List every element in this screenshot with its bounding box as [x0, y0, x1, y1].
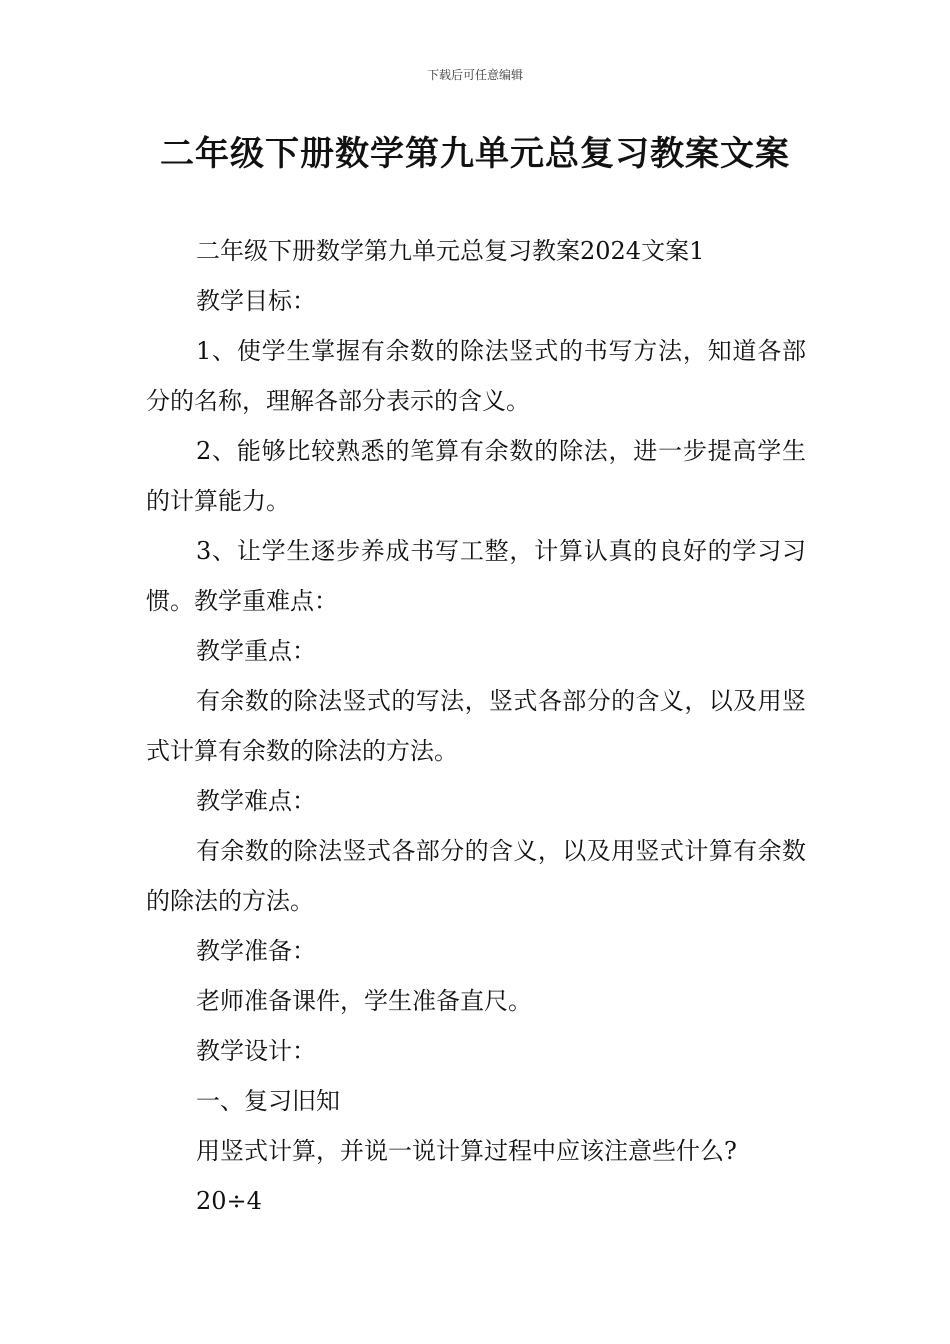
paragraph: 教学重点： [196, 637, 316, 665]
paragraph: 用竖式计算，并说一说计算过程中应该注意些什么? [196, 1137, 737, 1165]
document-title: 二年级下册数学第九单元总复习教案文案 [160, 134, 790, 174]
paragraph: 有余数的除法竖式各部分的含义，以及用竖式计算有余数的除法的方法。 [146, 837, 806, 915]
paragraph: 2、能够比较熟悉的笔算有余数的除法，进一步提高学生的计算能力。 [146, 437, 806, 515]
paragraph: 教学难点： [196, 787, 316, 815]
paragraph: 有余数的除法竖式的写法，竖式各部分的含义，以及用竖式计算有余数的除法的方法。 [146, 687, 806, 765]
paragraph: 二年级下册数学第九单元总复习教案2024文案1 [196, 237, 705, 265]
paragraph: 教学目标： [196, 287, 316, 315]
paragraph: 1、使学生掌握有余数的除法竖式的书写方法，知道各部分的名称，理解各部分表示的含义。 [146, 337, 806, 415]
paragraph: 3、让学生逐步养成书写工整，计算认真的良好的学习习惯。教学重难点： [146, 537, 806, 615]
paragraph: 教学设计： [196, 1037, 316, 1065]
page-header-note: 下载后可任意编辑 [426, 68, 523, 82]
paragraph: 老师准备课件，学生准备直尺。 [196, 987, 532, 1015]
paragraph: 20÷4 [196, 1187, 262, 1215]
paragraph: 一、复习旧知 [196, 1087, 340, 1115]
document-body [146, 226, 806, 1226]
paragraph: 教学准备： [196, 937, 316, 965]
